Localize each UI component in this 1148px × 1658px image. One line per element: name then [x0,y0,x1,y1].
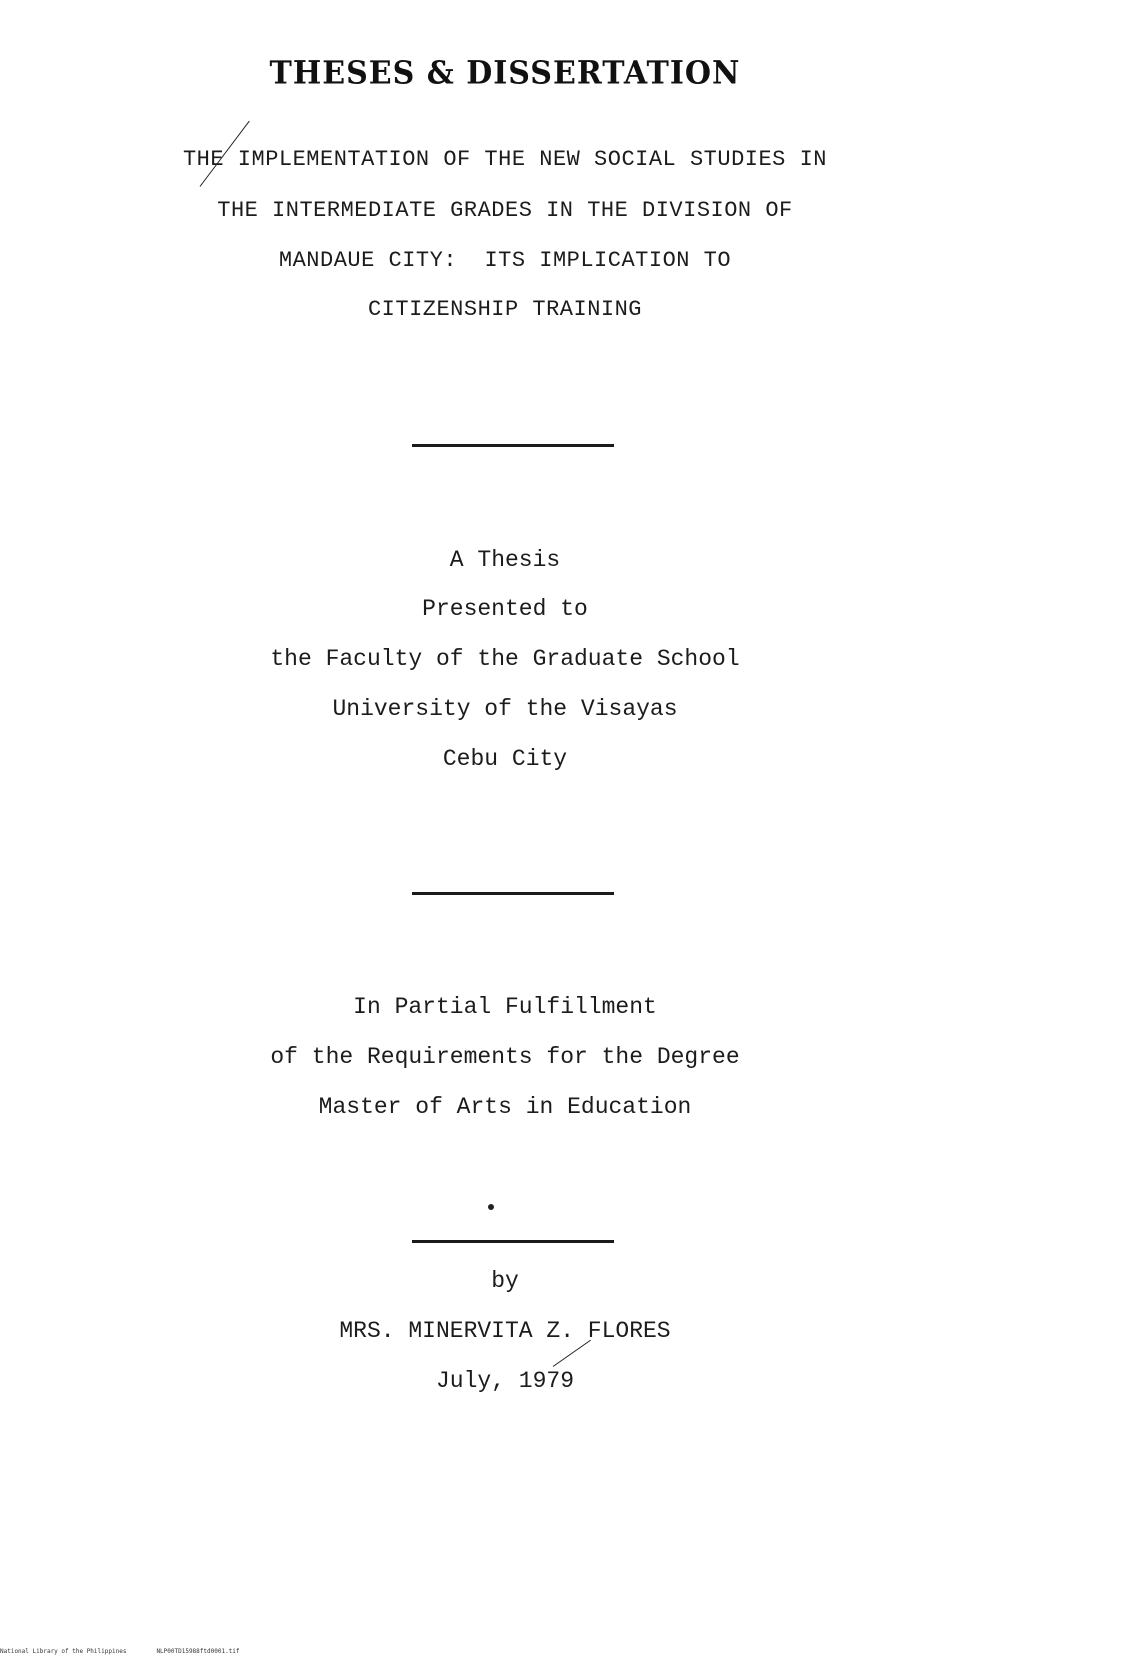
by-label: by [491,1268,519,1294]
university-city: Cebu City [442,746,568,772]
degree-name: Master of Arts in Education [318,1094,692,1120]
library-credit: National Library of the Philippines [0,1648,127,1655]
divider-rule [412,444,614,447]
university-name: University of the Visayas [332,696,678,722]
divider-rule [412,1240,614,1243]
author-name: MRS. MINERVITA Z. FLORES [339,1318,671,1344]
thesis-label: A Thesis [449,547,561,573]
submission-date: July, 1979 [435,1368,575,1394]
scan-file-id: NLP00TD15988ftd0001.tif [156,1648,240,1655]
fulfillment-line-2: of the Requirements for the Degree [270,1044,740,1070]
theses-dissertation-stamp: THESES & DISSERTATION [269,55,741,92]
divider-rule [412,892,614,895]
faculty-line: the Faculty of the Graduate School [270,646,740,672]
title-line-2: THE INTERMEDIATE GRADES IN THE DIVISION OF [217,198,793,223]
title-line-3: MANDAUE CITY: ITS IMPLICATION TO [278,248,732,273]
presented-to: Presented to [422,596,588,622]
title-line-1: THE IMPLEMENTATION OF THE NEW SOCIAL STUDIES IN [182,147,827,172]
title-line-4: CITIZENSHIP TRAINING [367,297,643,322]
scan-footer [0,1648,270,1655]
fulfillment-line-1: In Partial Fulfillment [353,994,657,1020]
ink-dot [488,1204,494,1210]
